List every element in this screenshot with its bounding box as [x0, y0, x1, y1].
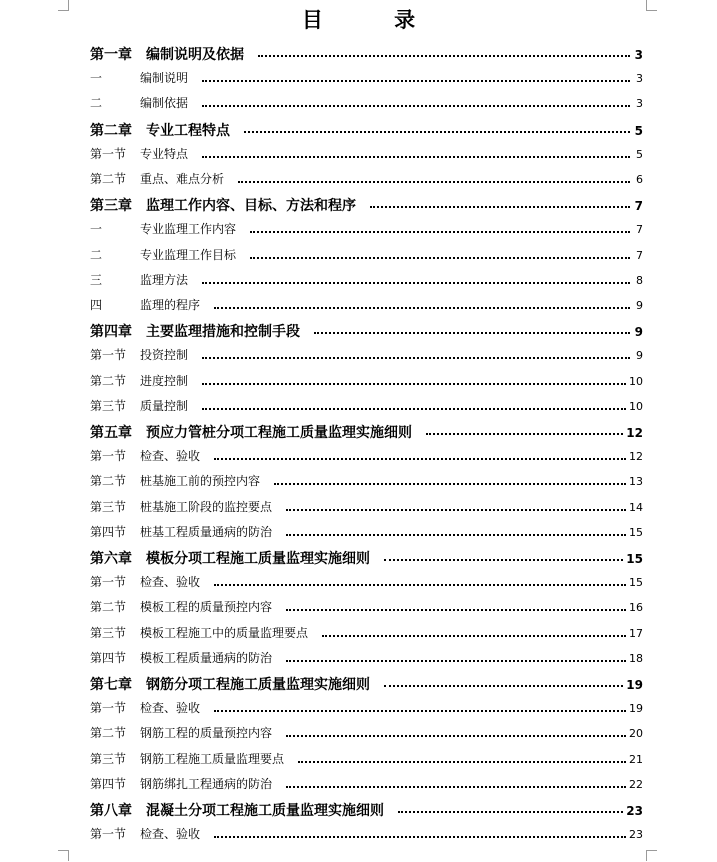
entry-page-number: 20 — [629, 727, 643, 741]
entry-page-number: 23 — [626, 804, 643, 818]
toc-title: 目 录 — [301, 8, 448, 32]
entry-number: 第二节 — [90, 726, 127, 741]
dot-leader — [214, 458, 626, 460]
dot-leader — [202, 383, 626, 385]
toc-chapter-entry[interactable] — [90, 44, 643, 64]
dot-leader — [398, 811, 623, 813]
dot-leader — [244, 131, 630, 133]
entry-title: 监理工作内容、目标、方法和程序 — [146, 198, 356, 215]
dot-leader — [370, 206, 630, 208]
entry-page-number: 9 — [636, 299, 643, 312]
entry-page-number: 12 — [629, 450, 643, 464]
entry-page-number: 16 — [629, 601, 643, 615]
entry-page-number: 15 — [629, 576, 643, 590]
entry-number: 三 — [90, 272, 103, 287]
toc-chapter-entry[interactable] — [90, 321, 643, 341]
entry-page-number: 10 — [629, 399, 643, 413]
entry-page-number: 15 — [626, 552, 643, 566]
entry-number: 第二节 — [90, 600, 127, 615]
entry-page-number: 9 — [636, 349, 643, 363]
toc-section-entry[interactable] — [90, 246, 643, 266]
toc-section-entry[interactable] — [90, 724, 643, 744]
dot-leader — [202, 80, 630, 82]
toc-section-entry[interactable] — [90, 775, 643, 795]
entry-title: 模板工程施工中的质量监理要点 — [140, 625, 309, 640]
dot-leader — [384, 685, 623, 687]
dot-leader — [214, 710, 626, 712]
entry-title: 钢筋分项工程施工质量监理实施细则 — [146, 677, 370, 693]
entry-number: 二 — [90, 247, 103, 262]
entry-page-number: 21 — [629, 752, 643, 766]
toc-section-entry[interactable] — [90, 94, 643, 114]
dot-leader — [298, 761, 626, 763]
dot-leader — [258, 55, 630, 57]
entry-page-number: 10 — [629, 374, 643, 388]
entry-title: 编制说明及依据 — [146, 47, 244, 63]
toc-section-entry[interactable] — [90, 573, 643, 593]
toc-section-entry[interactable] — [90, 598, 643, 618]
toc-section-entry[interactable] — [90, 472, 643, 492]
toc-chapter-entry[interactable] — [90, 800, 643, 820]
dot-leader — [250, 257, 630, 259]
entry-title: 专业特点 — [140, 146, 189, 161]
entry-title: 预应力管桩分项工程施工质量监理实施细则 — [146, 425, 412, 441]
entry-number: 二 — [90, 96, 103, 111]
toc-section-entry[interactable] — [90, 145, 643, 165]
entry-title: 桩基工程质量通病的防治 — [140, 524, 273, 539]
dot-leader — [426, 433, 623, 435]
entry-title: 编制说明 — [140, 71, 189, 86]
dot-leader — [286, 786, 626, 788]
entry-page-number: 22 — [629, 777, 643, 791]
entry-number: 第一节 — [90, 449, 127, 464]
dot-leader — [214, 584, 626, 586]
dot-leader — [274, 483, 626, 485]
entry-title: 检查、验收 — [140, 701, 201, 716]
page-corner-mark — [58, 850, 69, 861]
entry-title: 桩基施工前的预控内容 — [140, 474, 261, 489]
entry-number: 第五章 — [90, 425, 132, 441]
toc-section-entry[interactable] — [90, 825, 643, 845]
dot-leader — [314, 332, 630, 334]
toc-section-entry[interactable] — [90, 271, 643, 291]
dot-leader — [250, 231, 630, 233]
entry-page-number: 15 — [629, 525, 643, 539]
entry-number: 第三节 — [90, 398, 127, 413]
entry-number: 第七章 — [90, 677, 132, 693]
entry-page-number: 23 — [629, 828, 643, 842]
entry-title: 专业监理工作内容 — [140, 222, 237, 237]
entry-title: 监理的程序 — [140, 298, 201, 312]
dot-leader — [286, 735, 626, 737]
toc-section-entry[interactable] — [90, 649, 643, 669]
entry-number: 第一节 — [90, 146, 127, 161]
toc-section-entry[interactable] — [90, 397, 643, 417]
entry-number: 一 — [90, 71, 103, 86]
entry-number: 第四章 — [90, 324, 132, 341]
entry-number: 四 — [90, 298, 103, 312]
dot-leader — [286, 660, 626, 662]
entry-page-number: 3 — [636, 72, 643, 86]
entry-number: 第一节 — [90, 827, 127, 842]
dot-leader — [202, 408, 626, 410]
toc-chapter-entry[interactable] — [90, 548, 643, 568]
toc-section-entry[interactable] — [90, 699, 643, 719]
entry-page-number: 7 — [636, 223, 643, 237]
entry-number: 第二节 — [90, 474, 127, 489]
entry-number: 第二章 — [90, 122, 132, 139]
entry-number: 第三节 — [90, 499, 127, 514]
entry-title: 钢筋绑扎工程通病的防治 — [140, 776, 273, 791]
entry-page-number: 6 — [636, 173, 643, 186]
entry-page-number: 17 — [629, 626, 643, 640]
entry-page-number: 5 — [636, 147, 643, 161]
dot-leader — [238, 181, 630, 183]
entry-title: 检查、验收 — [140, 575, 201, 590]
entry-number: 第六章 — [90, 551, 132, 567]
toc-chapter-entry[interactable] — [90, 120, 643, 140]
toc-section-entry[interactable] — [90, 523, 643, 543]
dot-leader — [202, 156, 630, 158]
entry-number: 第八章 — [90, 803, 132, 819]
toc-section-entry[interactable] — [90, 447, 643, 467]
dot-leader — [286, 509, 626, 511]
entry-title: 模板工程质量通病的防治 — [140, 650, 273, 665]
dot-leader — [202, 357, 630, 359]
entry-title: 进度控制 — [140, 373, 189, 388]
entry-page-number: 8 — [636, 273, 643, 287]
entry-title: 专业工程特点 — [146, 122, 230, 139]
entry-page-number: 18 — [629, 651, 643, 665]
entry-number: 第二节 — [90, 373, 127, 388]
toc-section-entry[interactable] — [90, 170, 643, 190]
dot-leader — [322, 635, 626, 637]
entry-number: 第四节 — [90, 524, 127, 539]
entry-title: 检查、验收 — [140, 827, 201, 842]
dot-leader — [286, 609, 626, 611]
entry-title: 监理方法 — [140, 272, 189, 287]
entry-number: 第三节 — [90, 751, 127, 766]
entry-title: 检查、验收 — [140, 449, 201, 464]
entry-page-number: 9 — [634, 325, 643, 340]
entry-page-number: 13 — [629, 475, 643, 489]
entry-page-number: 5 — [634, 123, 643, 138]
toc-section-entry[interactable] — [90, 220, 643, 240]
entry-number: 一 — [90, 222, 103, 237]
dot-leader — [214, 307, 630, 309]
entry-page-number: 7 — [636, 248, 643, 262]
entry-page-number: 19 — [629, 702, 643, 716]
page-corner-mark — [646, 850, 657, 861]
entry-title: 模板工程的质量预控内容 — [140, 600, 273, 615]
dot-leader — [202, 282, 630, 284]
entry-number: 第三节 — [90, 625, 127, 640]
entry-page-number: 3 — [634, 48, 643, 62]
dot-leader — [202, 105, 630, 107]
entry-title: 编制依据 — [140, 96, 189, 111]
entry-number: 第一节 — [90, 348, 127, 363]
entry-number: 第四节 — [90, 650, 127, 665]
entry-title: 质量控制 — [140, 398, 189, 413]
entry-number: 第一节 — [90, 701, 127, 716]
entry-title: 重点、难点分析 — [140, 172, 225, 186]
entry-number: 第一节 — [90, 575, 127, 590]
entry-page-number: 12 — [626, 426, 643, 440]
dot-leader — [214, 836, 626, 838]
toc-section-entry[interactable] — [90, 296, 643, 316]
toc-chapter-entry[interactable] — [90, 674, 643, 694]
toc-chapter-entry[interactable] — [90, 422, 643, 442]
entry-number: 第三章 — [90, 198, 132, 215]
entry-title: 主要监理措施和控制手段 — [146, 324, 300, 341]
toc-section-entry[interactable] — [90, 372, 643, 392]
entry-title: 模板分项工程施工质量监理实施细则 — [146, 551, 370, 567]
toc-section-entry[interactable] — [90, 498, 643, 518]
toc-section-entry[interactable] — [90, 624, 643, 644]
entry-title: 桩基施工阶段的监控要点 — [140, 499, 273, 514]
entry-title: 专业监理工作目标 — [140, 247, 237, 262]
toc-section-entry[interactable] — [90, 69, 643, 89]
entry-number: 第四节 — [90, 776, 127, 791]
entry-page-number: 14 — [629, 500, 643, 514]
toc-section-entry[interactable] — [90, 346, 643, 366]
entry-number: 第二节 — [90, 172, 127, 186]
entry-title: 钢筋工程施工质量监理要点 — [140, 751, 285, 766]
entry-title: 投资控制 — [140, 348, 189, 363]
dot-leader — [384, 559, 623, 561]
toc-section-entry[interactable] — [90, 750, 643, 770]
dot-leader — [286, 534, 626, 536]
entry-page-number: 7 — [634, 199, 643, 214]
entry-page-number: 19 — [626, 678, 643, 692]
entry-page-number: 3 — [636, 97, 643, 111]
entry-title: 钢筋工程的质量预控内容 — [140, 726, 273, 741]
entry-title: 混凝土分项工程施工质量监理实施细则 — [146, 803, 384, 819]
toc-chapter-entry[interactable] — [90, 195, 643, 215]
entry-number: 第一章 — [90, 47, 132, 63]
